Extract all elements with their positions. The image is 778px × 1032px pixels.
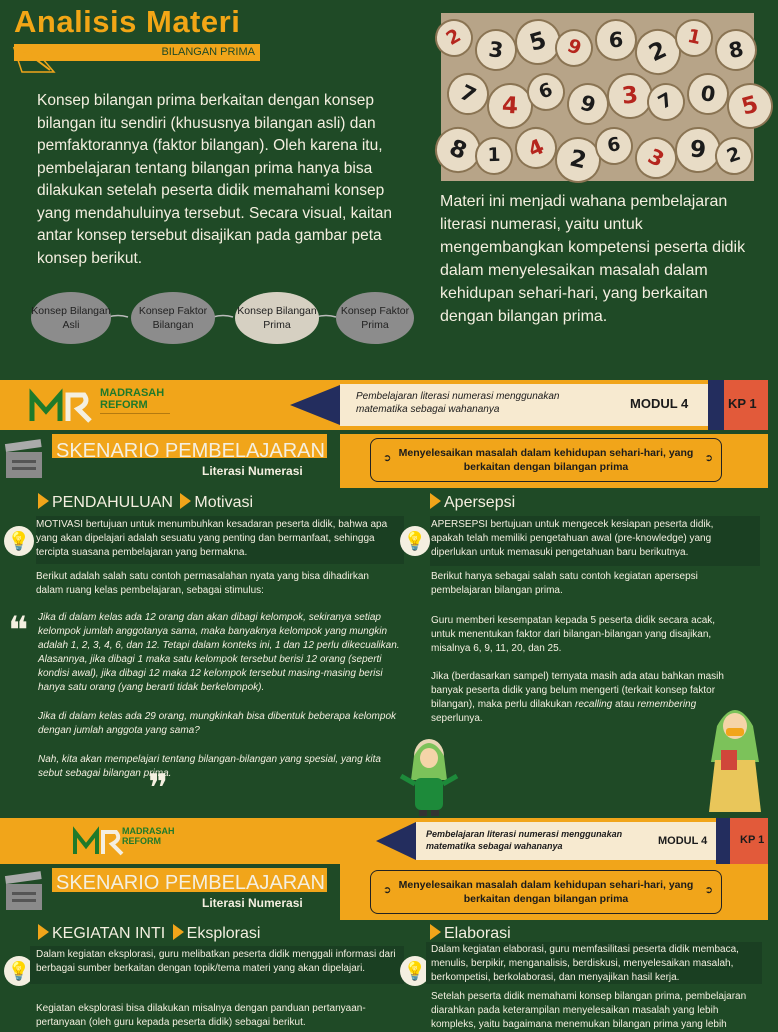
apersepsi-text: APERSEPSI bertujuan untuk mengecek kesiapan peserta didik, apakah telah memiliki pengetahuan awal (pre-knowledge) yang diperlukan untuk memasuki pengetahuan baru berikutnya. [431,519,714,558]
arrow-icon [38,924,49,940]
elaborasi-detail: Setelah peserta didik memahami konsep bilangan prima, pembelajaran diarahkan pada keterampilan menyelesaikan masalah yang lebih kompleks, yaitu bagaimana menemukan bilangan prima yang lebih [431,991,747,1030]
scenario-goal: Menyelesaikan masalah dalam kehidupan sehari-hari, yang berkaitan dengan bilangan prima [398,447,694,473]
number-coin: 8 [711,25,760,74]
module-label: MODUL 4 [630,396,689,411]
number-coin: 6 [522,68,571,117]
triangle-shape [290,385,340,425]
teacher-illustration [705,696,765,816]
number-coin: 5 [510,14,567,71]
apersepsi-followup: Jika (berdasarkan sampel) ternyata masih ada atau bahkan masih banyak peserta didik yang belum mengerti (terkait konsep faktor bilangan), maka perlu dilakukan recalling atau remembering seperlunya. [431,671,724,724]
number-coin: 6 [594,18,637,61]
number-coin: 2 [627,21,688,82]
pendahuluan-heading: PENDAHULUAN Motivasi [38,493,253,512]
number-coin: 9 [673,125,722,174]
number-coin: 4 [508,120,563,175]
logo-line-2: REFORM [100,399,148,411]
kp-label: KP 1 [728,396,757,411]
scenario-title: SKENARIO PEMBELAJARAN [56,872,325,894]
intro-paragraph: Konsep bilangan prima berkaitan dengan konsep bilangan itu sendiri (khususnya bilangan asli) dan pemfaktorannya (faktor bilangan). Oleh karena itu, pembelajaran tentang bilangan prima hanya bisa dilakukan setelah peserta didik memahami konsep yang mendahuluinya tersebut. Secara visual, kaitan antar konsep tersebut disajikan pada gambar peta konsep berikut. [37,92,392,267]
stimulus-intro: Berikut adalah salah satu contoh permasalahan nyata yang bisa dihadirkan dalam ruang kelas pembelajaran, sebagai stimulus: [36,571,369,596]
number-coin: 3 [473,27,520,74]
lightbulb-icon: 💡 [400,956,430,986]
banner-tagline: Pembelajaran literasi numerasi menggunakan matematika sebagai wahananya [426,829,623,851]
arrow-icon [430,924,441,940]
number-coin: 9 [549,23,598,72]
scenario-header: SKENARIO PEMBELAJARAN Literasi Numerasi ➲ Menyelesaikan masalah dalam kehidupan sehari-hari, yang berkaitan dengan bilangan prima ➲ [0,430,768,488]
logo-line-2: REFORM [122,836,161,846]
concept-node-1: Konsep Bilangan Asli [31,292,111,344]
number-coin: 4 [486,82,534,130]
number-coin: 3 [605,71,656,122]
number-coin: 1 [475,137,514,176]
banner-tagline: Pembelajaran literasi numerasi menggunakan matematika sebagai wahananya [356,391,560,415]
madrasah-reform-logo [72,824,128,858]
number-coin: 2 [550,132,605,187]
number-coin: 0 [684,70,731,117]
scenario-title: SKENARIO PEMBELAJARAN [56,440,325,462]
logo-line-1: MADRASAH [122,826,175,836]
lightbulb-icon: 💡 [400,526,430,556]
pencil-paper-icon [12,44,60,74]
concept-node-4: Konsep Faktor Prima [336,292,414,344]
number-coin: 3 [628,130,684,186]
number-coin: 8 [428,120,488,180]
scenario-subtitle: Literasi Numerasi [202,464,303,478]
logo-line-1: MADRASAH [100,387,165,399]
quote-paragraph-1: Jika di dalam kelas ada 12 orang dan akan dibagi kelompok, sekiranya setiap kelompok jumlah anggotanya sama, maka banyaknya kelompok yang mungkin adalah 1, 2, 3, 4, 6, dan 12. Tetapi dalam konteks ini, 1 dan 12 perlu dikecualikan. Alasannya, jika dibagi 1 maka satu kelompok tersebut berisi 12 orang (seperti kondisi awal), jika dibagi 12 maka 12 kelompok tersebut masing-masing berisi hanya satu orang (yang berarti tidak berkelompok). [38,612,400,693]
kegiatan-inti-heading: KEGIATAN INTI Eksplorasi [38,924,260,943]
number-coin: 1 [671,15,716,60]
literacy-paragraph: Materi ini menjadi wahana pembelajaran literasi numerasi, yaitu untuk mengembangkan kompetensi peserta didik dalam menyelesaikan masalah dalam kehidupan sehari-hari, yang berkaitan dengan bilangan prima. [440,193,746,325]
module-banner-2 [0,818,768,864]
lightbulb-icon: 💡 [4,526,34,556]
scenario-header-2: SKENARIO PEMBELAJARAN Literasi Numerasi ➲ Menyelesaikan masalah dalam kehidupan sehari-hari, yang berkaitan dengan bilangan prima ➲ [0,864,768,920]
number-coin: 2 [710,132,758,180]
page-subtitle: BILANGAN PRIMA [14,44,260,61]
module-banner [0,380,768,430]
quote-paragraph-2: Jika di dalam kelas ada 29 orang, mungkinkah bisa dibentuk beberapa kelompok dengan jumlah anggota yang sama? [38,711,397,736]
close-quote-icon: ❞ [148,766,169,810]
arrow-icon [430,493,441,509]
apersepsi-example-intro: Berikut hanya sebagai salah satu contoh kegiatan apersepsi pembelajaran bilangan prima. [431,571,698,596]
number-coin: 7 [640,76,692,128]
number-coin: 2 [428,12,480,64]
scenario-goal: Menyelesaikan masalah dalam kehidupan sehari-hari, yang berkaitan dengan bilangan prima [398,879,694,905]
eksplorasi-guide: Kegiatan eksplorasi bisa dilakukan misalnya dengan panduan pertanyaan-pertanyaan (oleh guru kepada peserta didik) sebagai berikut. [36,1003,366,1028]
eksplorasi-text: Dalam kegiatan eksplorasi, guru melibatkan peserta didik menggali informasi dari berbagai sumber berkaitan dengan topik/tema materi yang akan dipelajari. [36,949,396,974]
apersepsi-heading: Apersepsi [430,493,515,512]
number-coin: 7 [440,66,496,122]
module-label: MODUL 4 [658,835,708,847]
madrasah-reform-logo [28,385,98,427]
number-coin: 6 [592,124,636,168]
scenario-subtitle: Literasi Numerasi [202,896,303,910]
triangle-shape [376,822,416,860]
page-title: Analisis Materi [14,4,241,39]
number-coin: 9 [562,78,614,130]
clapperboard-icon [2,870,48,916]
arrow-icon [38,493,49,509]
concept-node-3: Konsep Bilangan Prima [235,292,319,344]
elaborasi-text: Dalam kegiatan elaborasi, guru memfasilitasi peserta didik membaca, menulis, berpikir, menganalisis, berdiskusi, menyelesaikan masalah, berkompetisi, berkolaborasi, dan menyajikan hasil kerja. [431,944,739,983]
apersepsi-activity: Guru memberi kesempatan kepada 5 peserta didik secara acak, untuk menentukan faktor dari bilangan-bilangan yang disajikan, misalnya 6, 9, 11, 20, dan 25. [431,615,716,654]
elaborasi-heading: Elaborasi [430,924,511,943]
quote-paragraph-3: Nah, kita akan mempelajari tentang bilangan-bilangan yang spesial, yang kita sebut sebagai bilangan prima. [38,754,381,779]
number-coin: 5 [722,78,778,134]
clapperboard-icon [2,438,48,484]
concept-node-2: Konsep Faktor Bilangan [131,292,215,344]
student-girl-illustration [395,736,463,818]
number-coins-photo [441,13,762,181]
motivasi-text: MOTIVASI bertujuan untuk menumbuhkan kesadaran peserta didik, bahwa apa yang akan dipelajari adalah sesuatu yang penting dan bermanfaat, sehingga tercipta suasana pembelajaran yang bermakna. [36,519,388,558]
kp-label: KP 1 [740,834,765,846]
lightbulb-icon: 💡 [4,956,34,986]
open-quote-icon: ❝ [8,608,29,652]
arrow-icon [173,924,184,940]
